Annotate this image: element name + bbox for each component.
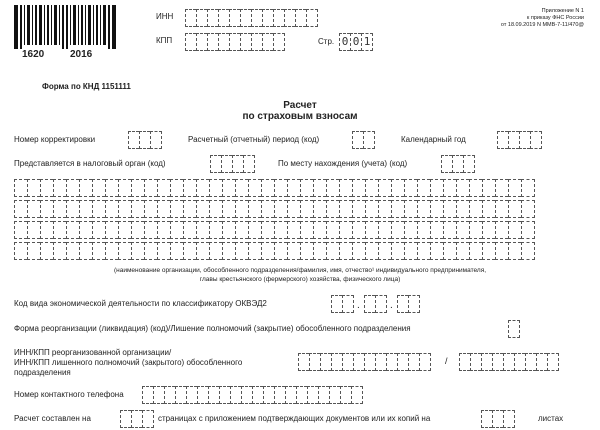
name-cell[interactable] [430,242,443,260]
year-cells[interactable] [497,131,542,148]
name-cell[interactable] [27,242,40,260]
name-cell[interactable] [248,200,261,218]
name-cell[interactable] [521,200,535,218]
name-cell[interactable] [404,179,417,197]
name-cell[interactable] [196,200,209,218]
name-cell[interactable] [287,221,300,239]
name-cell[interactable] [287,179,300,197]
name-cell[interactable] [222,221,235,239]
name-cell[interactable] [326,200,339,218]
name-cell[interactable] [53,242,66,260]
name-cell[interactable] [378,242,391,260]
name-cell[interactable] [287,200,300,218]
name-cell[interactable] [235,242,248,260]
name-cell[interactable] [53,221,66,239]
inn-kpp-reorg-line-1: ИНН/КПП реорганизованной организации/ [14,348,172,357]
name-cell[interactable] [508,221,521,239]
name-cell[interactable] [131,200,144,218]
name-cell[interactable] [66,200,79,218]
name-caption-line-1: (наименование организации, обособленного подразделения/фамилия, имя, отчество¹ индивидуального предпринимателя, [113,267,487,274]
name-cell[interactable] [378,200,391,218]
name-cell[interactable] [209,179,222,197]
name-cell[interactable] [443,200,456,218]
name-cell[interactable] [144,200,157,218]
name-cell[interactable] [14,179,27,197]
name-cell[interactable] [482,200,495,218]
name-cell[interactable] [404,221,417,239]
name-cell[interactable] [170,242,183,260]
name-cell[interactable] [222,179,235,197]
name-cell[interactable] [209,221,222,239]
name-cell[interactable] [378,179,391,197]
name-cell[interactable] [170,221,183,239]
reorg-cells[interactable] [508,320,520,337]
name-cell[interactable] [482,179,495,197]
name-cell[interactable] [105,242,118,260]
name-cell[interactable] [274,221,287,239]
name-cell[interactable] [157,242,170,260]
location-cells[interactable] [441,155,475,172]
name-cell[interactable] [404,200,417,218]
name-cell[interactable] [196,242,209,260]
name-cell[interactable] [339,200,352,218]
correction-cells[interactable] [128,131,162,148]
name-cell[interactable] [443,221,456,239]
okved-cells-3[interactable] [397,295,420,312]
name-cell[interactable] [417,200,430,218]
name-cell[interactable] [118,242,131,260]
name-cell[interactable] [183,242,196,260]
name-cell[interactable] [352,221,365,239]
name-cell[interactable] [66,221,79,239]
name-cell[interactable] [456,242,469,260]
name-cell[interactable] [40,221,53,239]
phone-label: Номер контактного телефона [14,390,124,399]
name-cell[interactable] [105,179,118,197]
name-cell[interactable] [79,221,92,239]
name-cell[interactable] [118,200,131,218]
name-cell[interactable] [443,242,456,260]
name-cell[interactable] [521,242,535,260]
name-cell[interactable] [14,221,27,239]
name-cell[interactable] [196,221,209,239]
okved-label: Код вида экономической деятельности по классификатору ОКВЭД2 [14,299,267,308]
name-cell[interactable] [391,179,404,197]
form-subtitle: по страховым взносам [242,111,358,122]
name-cell[interactable] [248,221,261,239]
name-cell[interactable] [456,221,469,239]
name-cell[interactable] [235,221,248,239]
pages-count-cells[interactable] [120,410,154,427]
name-cell[interactable] [27,179,40,197]
name-cell[interactable] [92,242,105,260]
barcode [14,5,118,63]
name-cell[interactable] [300,221,313,239]
name-cell[interactable] [352,179,365,197]
sheets-count-cells[interactable] [481,410,515,427]
name-cell[interactable] [456,179,469,197]
name-cell[interactable] [313,242,326,260]
kpp-cells[interactable] [185,33,285,50]
name-cell[interactable] [456,200,469,218]
name-cell[interactable] [326,221,339,239]
reorg-kpp-cells[interactable] [459,353,559,370]
name-caption [0,266,600,284]
name-cell[interactable] [66,242,79,260]
name-cell[interactable] [157,221,170,239]
pages-label-middle: страницах с приложением подтверждающих документов или их копий на [158,414,431,423]
name-cell[interactable] [313,179,326,197]
barcode-number-left: 1620 [22,49,45,60]
name-cell[interactable] [417,221,430,239]
kpp-label: КПП [156,36,173,45]
correction-label: Номер корректировки [14,135,96,144]
name-cell[interactable] [183,221,196,239]
name-cell[interactable] [40,200,53,218]
name-cell[interactable] [339,179,352,197]
name-cell[interactable] [391,242,404,260]
name-cell[interactable] [66,179,79,197]
name-cell[interactable] [118,221,131,239]
name-cell[interactable] [131,242,144,260]
name-cell[interactable] [183,200,196,218]
name-cell[interactable] [157,200,170,218]
name-caption-line-2: главы крестьянского (фермерского) хозяйства, физического лица) [199,276,401,283]
name-cell[interactable] [339,221,352,239]
name-cell[interactable] [326,242,339,260]
name-cell[interactable] [313,221,326,239]
page-digit-2: 0 [350,33,361,51]
reorg-label: Форма реорганизации (ликвидация) (код)/Лишение полномочий (закрытие) обособленного подразделения [14,324,411,333]
name-cell[interactable] [222,242,235,260]
name-cell[interactable] [339,242,352,260]
form-knd: Форма по КНД 1151111 [42,82,131,91]
inn-label: ИНН [156,12,174,21]
name-cell[interactable] [365,242,378,260]
name-cell[interactable] [521,179,535,197]
name-cell[interactable] [495,179,508,197]
inn-kpp-reorg-label [14,348,242,378]
name-cell[interactable] [274,242,287,260]
okved-cells-1[interactable] [331,295,354,312]
name-cell[interactable] [183,179,196,197]
name-cell[interactable] [391,221,404,239]
name-cell[interactable] [274,179,287,197]
name-cell[interactable] [313,200,326,218]
name-cell[interactable] [261,242,274,260]
name-cell[interactable] [521,221,535,239]
name-cell[interactable] [482,242,495,260]
name-cell[interactable] [300,200,313,218]
name-cell[interactable] [430,179,443,197]
name-cell[interactable] [131,179,144,197]
page-digit-3: 1 [361,33,373,51]
name-cell[interactable] [79,242,92,260]
name-cell[interactable] [79,179,92,197]
reorg-separator-slash: / [445,356,448,366]
name-cell[interactable] [430,221,443,239]
name-cell[interactable] [105,200,118,218]
name-row-4[interactable] [14,242,535,259]
name-cell[interactable] [40,242,53,260]
name-cell[interactable] [14,242,27,260]
name-cell[interactable] [235,179,248,197]
name-cell[interactable] [274,200,287,218]
name-cell[interactable] [27,221,40,239]
name-cell[interactable] [92,221,105,239]
name-cell[interactable] [495,200,508,218]
name-cell[interactable] [105,221,118,239]
pages-label-before: Расчет составлен на [14,414,91,423]
name-cell[interactable] [79,200,92,218]
page-number-cells[interactable] [339,33,373,50]
okved-dot-2: . [390,300,393,311]
name-cell[interactable] [495,221,508,239]
tax-organ-cells[interactable] [210,155,255,172]
appendix-note [501,8,584,29]
year-label: Календарный год [401,135,466,144]
name-cell[interactable] [92,200,105,218]
name-cell[interactable] [443,179,456,197]
name-cell[interactable] [209,242,222,260]
name-cell[interactable] [118,179,131,197]
name-cell[interactable] [157,179,170,197]
name-cell[interactable] [144,242,157,260]
pages-label-after: листах [538,414,564,423]
name-cell[interactable] [300,242,313,260]
name-cell[interactable] [131,221,144,239]
inn-kpp-reorg-line-2: ИНН/КПП лишенного полномочий (закрытого) обособленного [14,358,243,367]
name-cell[interactable] [196,179,209,197]
name-cell[interactable] [53,179,66,197]
name-cell[interactable] [144,179,157,197]
name-cell[interactable] [235,200,248,218]
name-cell[interactable] [365,179,378,197]
reorg-inn-cells[interactable] [298,353,431,370]
name-cell[interactable] [469,221,482,239]
name-cell[interactable] [469,200,482,218]
name-cell[interactable] [287,242,300,260]
name-cell[interactable] [469,179,482,197]
name-cell[interactable] [53,200,66,218]
okved-cells-2[interactable] [364,295,387,312]
name-cell[interactable] [27,200,40,218]
name-cell[interactable] [92,179,105,197]
name-cell[interactable] [430,200,443,218]
period-cells[interactable] [352,131,375,148]
name-cell[interactable] [352,242,365,260]
name-row-2[interactable] [14,200,535,217]
appendix-line-1: Приложение N 1 [541,8,584,14]
name-cell[interactable] [248,179,261,197]
name-cell[interactable] [170,179,183,197]
location-label: По месту нахождения (учета) (код) [278,159,408,168]
name-cell[interactable] [352,200,365,218]
name-cell[interactable] [144,221,157,239]
name-cell[interactable] [209,200,222,218]
name-cell[interactable] [14,200,27,218]
name-cell[interactable] [495,242,508,260]
name-cell[interactable] [391,200,404,218]
page-digit-1: 0 [339,33,350,51]
name-cell[interactable] [326,179,339,197]
appendix-line-2: к приказу ФНС России [526,15,584,21]
name-cell[interactable] [508,242,521,260]
name-cell[interactable] [469,242,482,260]
name-cell[interactable] [508,179,521,197]
barcode-number-right: 2016 [70,49,93,60]
name-cell[interactable] [222,200,235,218]
name-cell[interactable] [482,221,495,239]
page-label: Стр. [318,37,335,46]
name-cell[interactable] [261,221,274,239]
name-cell[interactable] [365,221,378,239]
name-row-1[interactable] [14,179,535,196]
name-cell[interactable] [40,179,53,197]
form-title: Расчет [283,100,317,111]
name-cell[interactable] [248,242,261,260]
name-row-3[interactable] [14,221,535,238]
name-cell[interactable] [404,242,417,260]
tax-organ-label: Представляется в налоговый орган (код) [14,159,166,168]
name-cell[interactable] [300,179,313,197]
name-cell[interactable] [378,221,391,239]
appendix-line-3: от 18.09.2019 N ММВ-7-11/470@ [500,22,584,28]
period-label: Расчетный (отчетный) период (код) [188,135,320,144]
name-cell[interactable] [417,242,430,260]
name-cell[interactable] [508,200,521,218]
okved-dot-1: . [357,300,360,311]
name-cell[interactable] [365,200,378,218]
name-cell[interactable] [417,179,430,197]
name-cell[interactable] [261,200,274,218]
name-cell[interactable] [170,200,183,218]
name-cell[interactable] [261,179,274,197]
inn-kpp-reorg-line-3: подразделения [14,368,71,377]
phone-cells[interactable] [142,386,363,403]
inn-cells[interactable] [185,9,318,26]
